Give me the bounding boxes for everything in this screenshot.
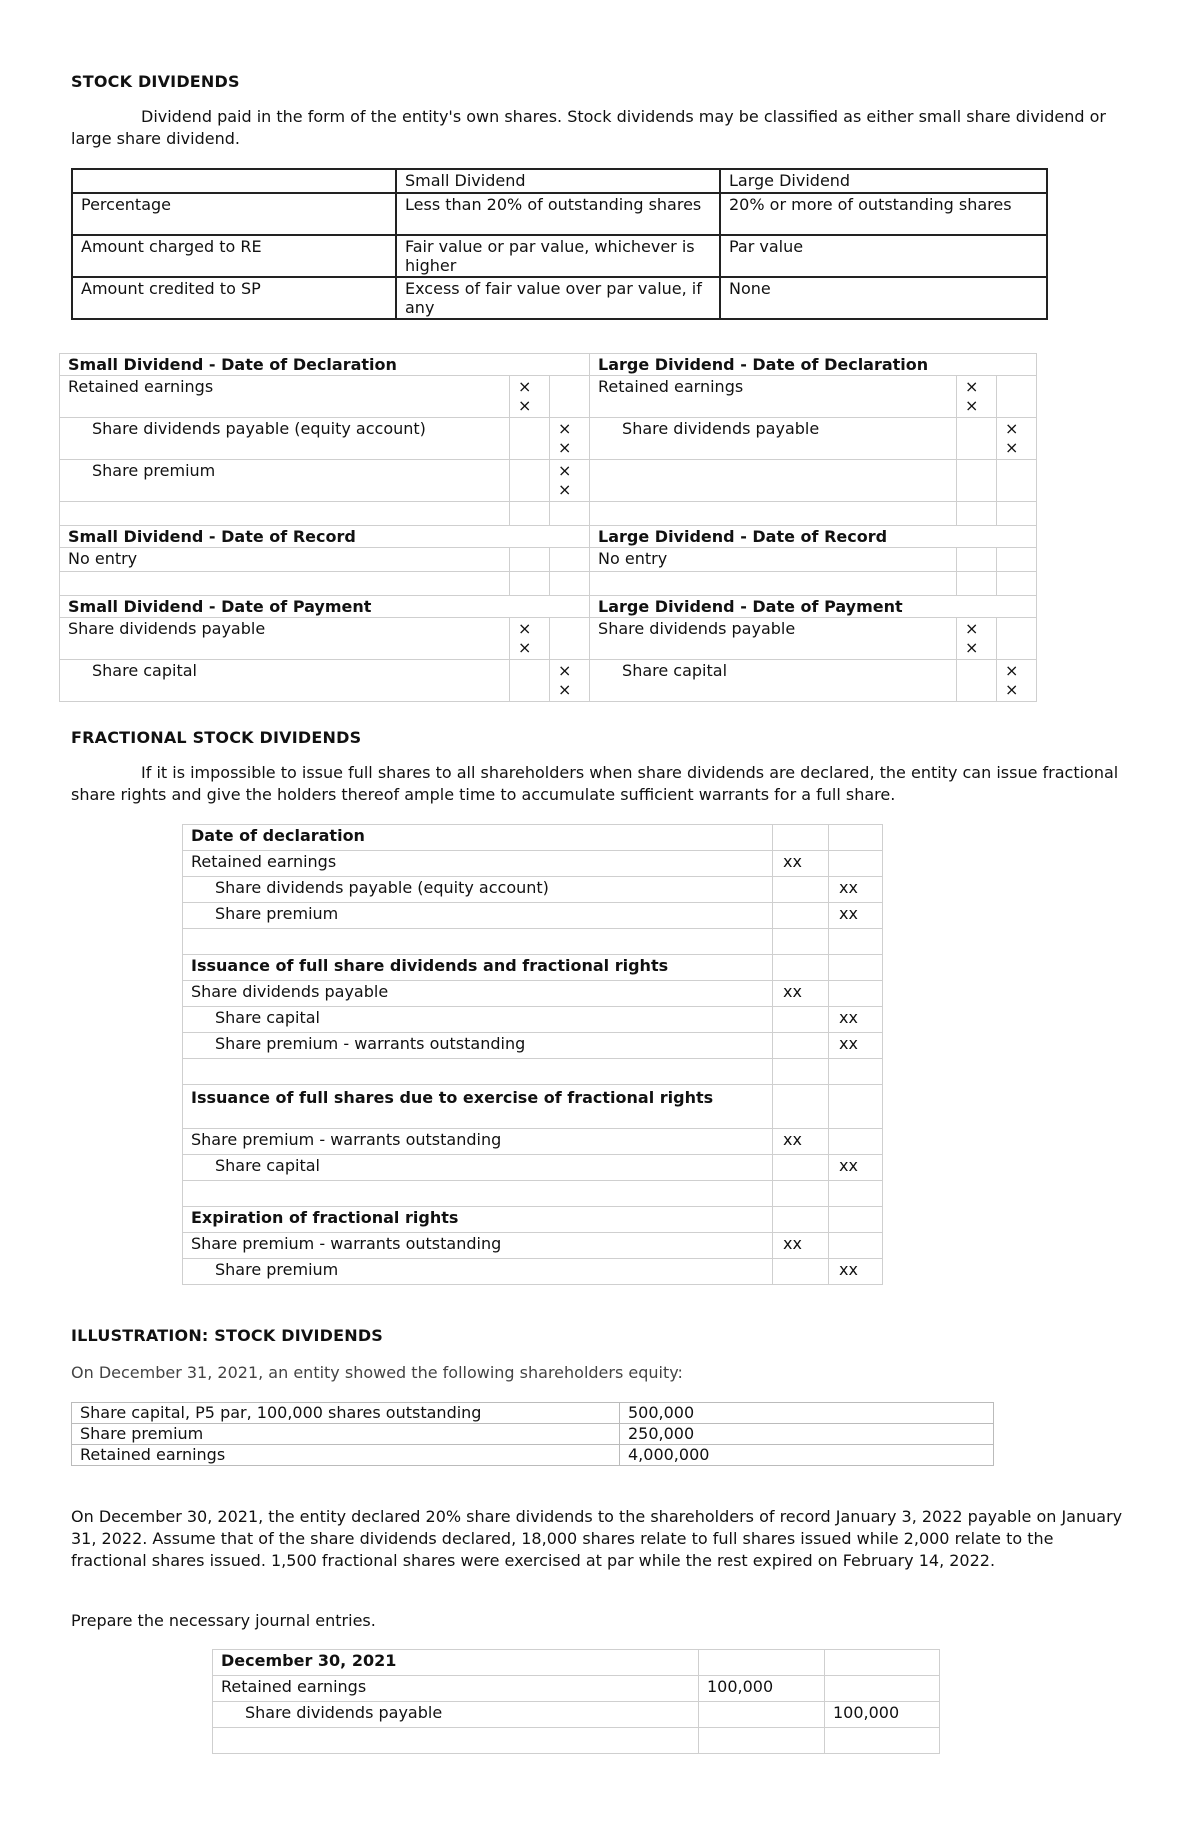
summary-row <box>72 277 1047 319</box>
entry-row <box>60 460 1037 502</box>
entry-account: Share premium <box>60 460 510 502</box>
payment-title-row <box>60 596 1037 618</box>
entry-account: Share premium <box>183 903 773 929</box>
summary-header-row <box>72 169 1047 193</box>
entry-account: Share dividends payable (equity account) <box>183 877 773 903</box>
entry-account: Retained earnings <box>183 851 773 877</box>
summary-header-cell: Large Dividend <box>720 169 1047 193</box>
summary-cell: 20% or more of outstanding shares <box>720 193 1047 235</box>
small-record-title: Small Dividend - Date of Record <box>60 526 590 548</box>
journal-entries-table <box>212 1649 940 1754</box>
summary-row <box>72 235 1047 277</box>
entry-row <box>183 1129 883 1155</box>
no-entry-text: No entry <box>60 548 510 572</box>
journal-row <box>213 1676 940 1702</box>
stock-dividends-intro <box>71 106 1111 150</box>
equity-item: Retained earnings <box>72 1445 620 1466</box>
entry-account: Share capital <box>183 1007 773 1033</box>
summary-header-cell <box>72 169 396 193</box>
journal-date: December 30, 2021 <box>213 1650 699 1676</box>
journal-debit: 100,000 <box>699 1676 825 1702</box>
entry-account: Share premium - warrants outstanding <box>183 1129 773 1155</box>
entry-row <box>183 1155 883 1181</box>
spacer-row <box>183 929 883 955</box>
entry-row <box>183 903 883 929</box>
illustration-problem: On December 30, 2021, the entity declared 20% share dividends to the shareholders of record January 3, 2022 payable on January 31, 2022. Assume that of the share dividends declared, 18,000 shares relate to full shares issued while 2,000 relate to the fractional shares issued. 1,500 fractional shares were exercised at par while the rest expired on February 14, 2022. <box>71 1507 1123 1570</box>
group-title: Expiration of fractional rights <box>183 1207 773 1233</box>
equity-amount: 500,000 <box>620 1403 994 1424</box>
equity-item: Share capital, P5 par, 100,000 shares outstanding <box>72 1403 620 1424</box>
summary-cell: None <box>720 277 1047 319</box>
summary-cell: Fair value or par value, whichever is higher <box>396 235 720 277</box>
spacer-row <box>60 572 1037 596</box>
credit-mark: xx <box>829 877 883 903</box>
entry-row <box>183 1007 883 1033</box>
summary-cell: Amount charged to RE <box>72 235 396 277</box>
debit-mark: xx <box>773 1233 829 1259</box>
group-title-row <box>183 955 883 981</box>
entry-row <box>183 1233 883 1259</box>
declaration-title-row <box>60 354 1037 376</box>
section-title-stock-dividends: STOCK DIVIDENDS <box>71 72 240 91</box>
entry-account: Share capital <box>590 660 957 702</box>
debit-mark: xx <box>773 851 829 877</box>
credit-mark: xx <box>829 1033 883 1059</box>
equity-row <box>72 1403 994 1424</box>
journal-credit: 100,000 <box>825 1702 940 1728</box>
empty-cell <box>590 460 957 502</box>
debit-mark: xx <box>773 981 829 1007</box>
equity-amount: 250,000 <box>620 1424 994 1445</box>
credit-cell <box>997 376 1037 418</box>
debit-mark: × × <box>510 618 550 660</box>
entry-account: Share dividends payable <box>60 618 510 660</box>
journal-row <box>213 1702 940 1728</box>
entry-account: Share premium <box>183 1259 773 1285</box>
entry-row <box>60 376 1037 418</box>
debit-cell <box>510 418 550 460</box>
equity-amount: 4,000,000 <box>620 1445 994 1466</box>
no-entry-text: No entry <box>590 548 957 572</box>
entry-row <box>183 851 883 877</box>
summary-cell: Percentage <box>72 193 396 235</box>
credit-mark: × × <box>550 418 590 460</box>
entry-row <box>183 1259 883 1285</box>
journal-title-row <box>213 1650 940 1676</box>
debit-cell <box>510 460 550 502</box>
debit-mark: xx <box>773 1129 829 1155</box>
entry-row <box>60 618 1037 660</box>
entry-account: Share dividends payable <box>590 618 957 660</box>
spacer-row <box>183 1181 883 1207</box>
debit-cell <box>957 418 997 460</box>
entry-account: Share capital <box>183 1155 773 1181</box>
section-title-fractional: FRACTIONAL STOCK DIVIDENDS <box>71 728 362 747</box>
small-declaration-title: Small Dividend - Date of Declaration <box>60 354 590 376</box>
entry-account: Retained earnings <box>60 376 510 418</box>
large-record-title: Large Dividend - Date of Record <box>590 526 1037 548</box>
group-title: Issuance of full share dividends and fractional rights <box>183 955 773 981</box>
summary-cell: Less than 20% of outstanding shares <box>396 193 720 235</box>
entry-account: Share premium - warrants outstanding <box>183 1033 773 1059</box>
summary-cell: Par value <box>720 235 1047 277</box>
entry-row <box>60 418 1037 460</box>
entry-account: Retained earnings <box>590 376 957 418</box>
group-title-row <box>183 825 883 851</box>
equity-item: Share premium <box>72 1424 620 1445</box>
illustration-instruction: Prepare the necessary journal entries. <box>71 1611 376 1630</box>
shareholders-equity-table <box>71 1402 994 1466</box>
credit-mark: xx <box>829 1155 883 1181</box>
summary-header-cell: Small Dividend <box>396 169 720 193</box>
entry-row <box>183 981 883 1007</box>
entry-account: Share dividends payable <box>590 418 957 460</box>
spacer-row <box>183 1059 883 1085</box>
entry-row <box>60 548 1037 572</box>
debit-mark: × × <box>510 376 550 418</box>
small-payment-title: Small Dividend - Date of Payment <box>60 596 590 618</box>
entry-account: Share capital <box>60 660 510 702</box>
entry-row <box>183 1033 883 1059</box>
intro-text: If it is impossible to issue full shares to all shareholders when share dividends are declared, the entity can issue fractional share rights and give the holders thereof ample time to accumulate sufficient warrants for a full share. <box>71 763 1119 804</box>
record-title-row <box>60 526 1037 548</box>
group-title: Issuance of full shares due to exercise of fractional rights <box>183 1085 773 1129</box>
journal-account: Share dividends payable <box>213 1702 699 1728</box>
large-declaration-title: Large Dividend - Date of Declaration <box>590 354 1037 376</box>
entry-account: Share dividends payable <box>183 981 773 1007</box>
summary-row <box>72 193 1047 235</box>
credit-mark: × × <box>997 418 1037 460</box>
empty-cell <box>997 460 1037 502</box>
group-title: Date of declaration <box>183 825 773 851</box>
credit-mark: × × <box>997 660 1037 702</box>
entry-account: Share premium - warrants outstanding <box>183 1233 773 1259</box>
debit-mark: × × <box>957 376 997 418</box>
debit-mark: × × <box>957 618 997 660</box>
entry-row <box>183 877 883 903</box>
credit-mark: xx <box>829 1007 883 1033</box>
spacer-row <box>60 502 1037 526</box>
credit-mark: xx <box>829 1259 883 1285</box>
credit-cell <box>550 376 590 418</box>
spacer-row <box>213 1728 940 1754</box>
group-title-row <box>183 1085 883 1129</box>
intro-text: Dividend paid in the form of the entity's own shares. Stock dividends may be classified as either small share dividend or large share dividend. <box>71 107 1106 148</box>
section-title-illustration: ILLUSTRATION: STOCK DIVIDENDS <box>71 1326 384 1345</box>
credit-mark: xx <box>829 903 883 929</box>
summary-cell: Amount credited to SP <box>72 277 396 319</box>
dividend-summary-table <box>71 168 1048 320</box>
large-payment-title: Large Dividend - Date of Payment <box>590 596 1037 618</box>
illustration-intro: On December 31, 2021, an entity showed the following shareholders equity: <box>71 1363 683 1382</box>
equity-row <box>72 1445 994 1466</box>
group-title-row <box>183 1207 883 1233</box>
entry-row <box>60 660 1037 702</box>
empty-cell <box>957 460 997 502</box>
journal-account: Retained earnings <box>213 1676 699 1702</box>
entry-account: Share dividends payable (equity account) <box>60 418 510 460</box>
credit-mark: × × <box>550 460 590 502</box>
equity-row <box>72 1424 994 1445</box>
summary-cell: Excess of fair value over par value, if any <box>396 277 720 319</box>
credit-mark: × × <box>550 660 590 702</box>
fractional-intro <box>71 762 1141 806</box>
dividend-entries-table <box>59 353 1037 702</box>
fractional-entries-table <box>182 824 883 1285</box>
